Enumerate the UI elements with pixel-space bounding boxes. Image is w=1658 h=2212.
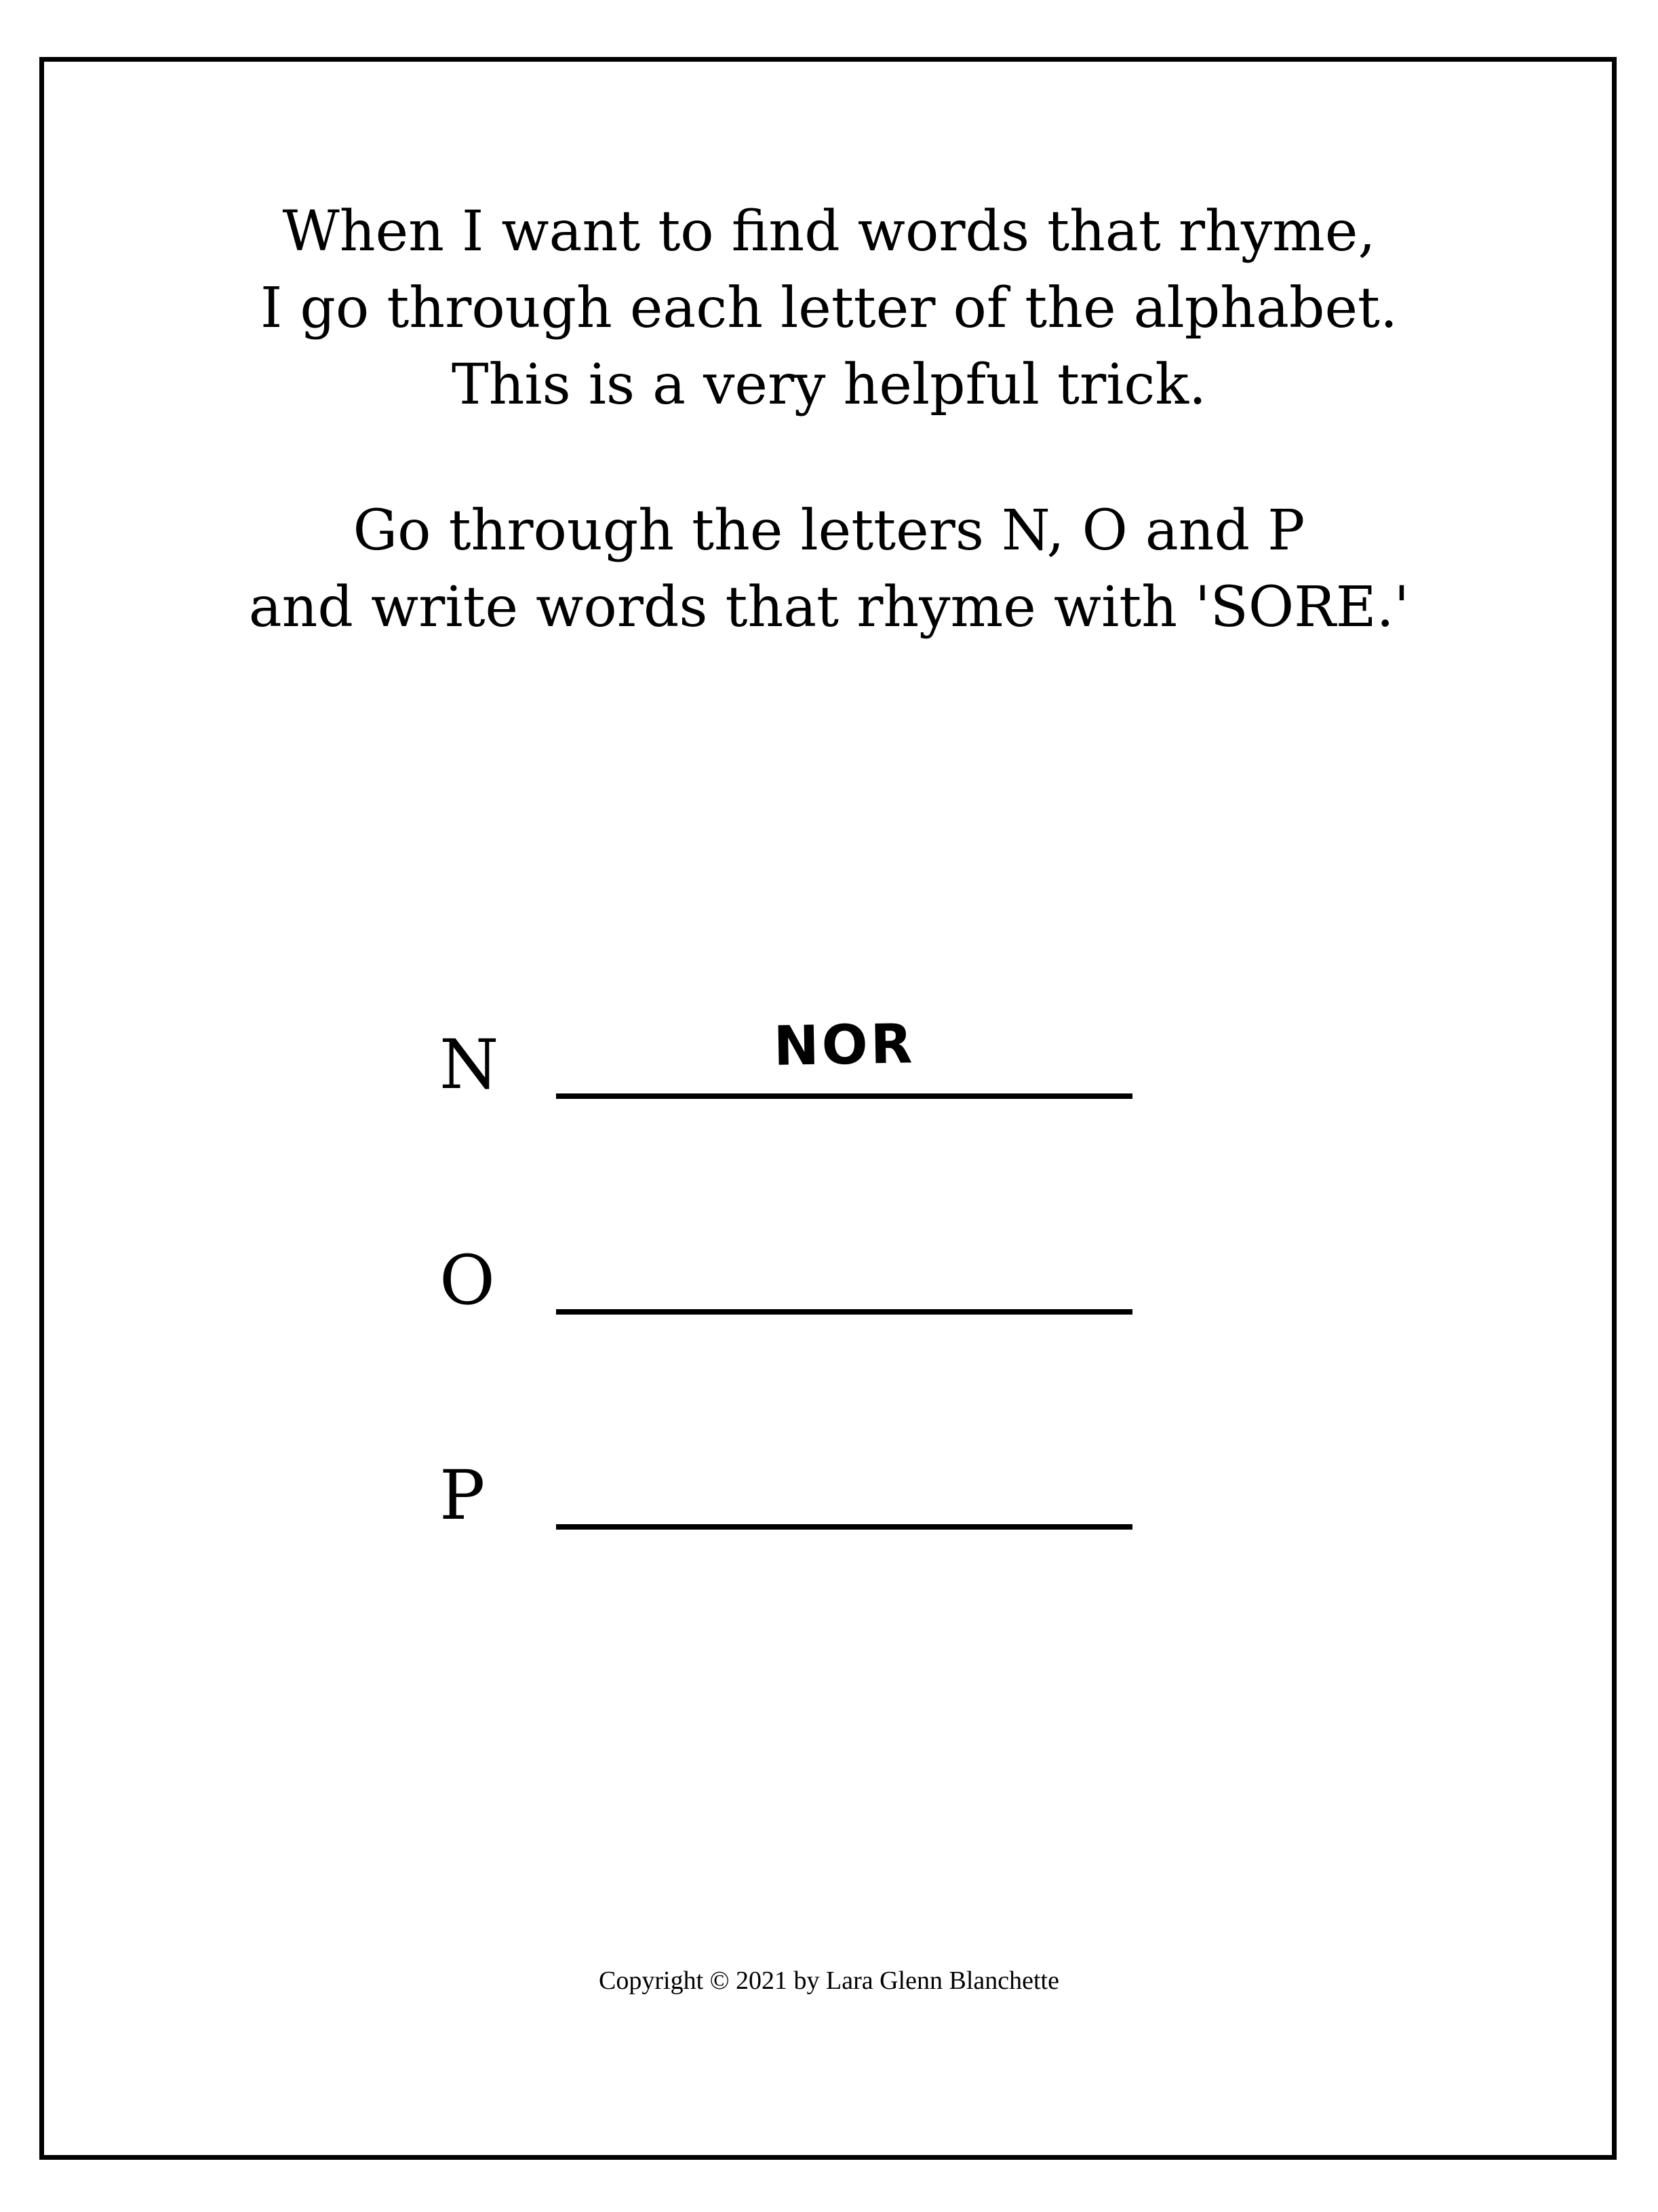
answer-row-o <box>0 1199 1658 1335</box>
instruction-line: and write words that rhyme with 'SORE.' <box>248 575 1410 640</box>
answer-row-n <box>0 984 1658 1119</box>
instruction-text <box>0 492 1658 646</box>
handwritten-answer[interactable] <box>556 1287 1132 1297</box>
answer-blank-line <box>556 1093 1132 1099</box>
instruction-line: Go through the letters N, O and P <box>353 499 1305 563</box>
intro-text <box>0 193 1658 423</box>
answer-blank-line <box>556 1524 1132 1530</box>
row-letter: N <box>439 1025 499 1104</box>
intro-line: When I want to find words that rhyme, <box>282 199 1376 264</box>
handwritten-answer[interactable]: NOR <box>772 1012 916 1078</box>
handwritten-answer[interactable] <box>556 1502 1132 1512</box>
intro-line: I go through each letter of the alphabet. <box>260 276 1398 341</box>
copyright-notice: Copyright © 2021 by Lara Glenn Blanchette <box>599 1966 1059 1995</box>
answer-row-p <box>0 1414 1658 1550</box>
row-letter: P <box>439 1456 486 1535</box>
intro-line: This is a very helpful trick. <box>451 353 1207 417</box>
answer-blank-line <box>556 1309 1132 1315</box>
row-letter: O <box>439 1241 495 1320</box>
